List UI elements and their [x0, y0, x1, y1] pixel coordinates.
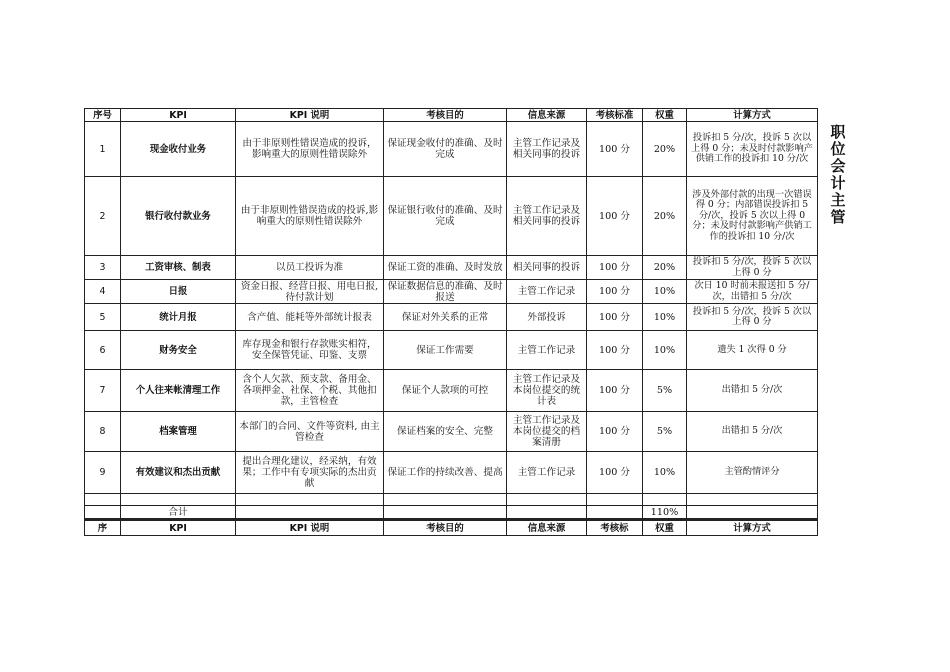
cell-source: 外部投诉: [507, 304, 587, 331]
cell-calc: 出错扣 5 分/次: [687, 370, 818, 412]
cell-calc: 主管酌情评分: [687, 452, 818, 494]
footer-header-calc: 计算方式: [687, 520, 818, 536]
cell-weight: 10%: [643, 304, 687, 331]
footer-header-kpi: KPI: [121, 520, 236, 536]
cell-purpose: 保证工作的持续改善、提高: [384, 452, 507, 494]
cell-purpose: 保证工资的准确、及时发放: [384, 256, 507, 280]
footer-header-standard: 考核标: [587, 520, 643, 536]
cell-kpi: 现金收付业务: [121, 122, 236, 177]
cell-no: 7: [85, 370, 121, 412]
cell-desc: 含个人欠款、预支款、备用金、各项押金、社保、个税、其他扣款，主管检查: [236, 370, 384, 412]
cell-source: 主管工作记录及本岗位提交的档案清册: [507, 412, 587, 452]
cell-purpose: 保证工作需要: [384, 331, 507, 370]
blank-cell: [236, 506, 384, 520]
cell-kpi: 个人往来帐清理工作: [121, 370, 236, 412]
cell-source: 主管工作记录: [507, 331, 587, 370]
total-label: 合计: [121, 506, 236, 520]
cell-calc: 投诉扣 5 分/次，投诉 5 次以上得 0 分: [687, 304, 818, 331]
cell-no: 3: [85, 256, 121, 280]
cell-source: 主管工作记录及相关同事的投诉: [507, 177, 587, 256]
cell-purpose: 保证数据信息的准确、及时报送: [384, 280, 507, 304]
cell-source: 主管工作记录及本岗位提交的统计表: [507, 370, 587, 412]
cell-standard: 100 分: [587, 304, 643, 331]
total-weight: 110%: [643, 506, 687, 520]
cell-desc: 提出合理化建议，经采纳，有效果；工作中有专项实际的杰出贡献: [236, 452, 384, 494]
header-source: 信息来源: [507, 109, 587, 122]
blank-cell: [507, 506, 587, 520]
blank-cell: [507, 494, 587, 506]
cell-calc: 投诉扣 5 分/次，投诉 5 次以上得 0 分；未及时付款影响产供销工作的投诉扣 10 分/次: [687, 122, 818, 177]
header-calc: 计算方式: [687, 109, 818, 122]
cell-purpose: 保证现金收付的准确、及时完成: [384, 122, 507, 177]
cell-desc: 由于非原则性错误造成的投诉,影响重大的原则性错误除外: [236, 177, 384, 256]
cell-standard: 100 分: [587, 452, 643, 494]
kpi-table: [84, 108, 818, 536]
cell-weight: 10%: [643, 331, 687, 370]
cell-desc: 含产值、能耗等外部统计报表: [236, 304, 384, 331]
footer-header-source: 信息来源: [507, 520, 587, 536]
header-purpose: 考核目的: [384, 109, 507, 122]
table-row: [85, 256, 818, 280]
cell-purpose: 保证档案的安全、完整: [384, 412, 507, 452]
cell-kpi: 财务安全: [121, 331, 236, 370]
cell-desc: 本部门的合同、文件等资料, 由主管检查: [236, 412, 384, 452]
blank-cell: [643, 494, 687, 506]
cell-kpi: 档案管理: [121, 412, 236, 452]
cell-source: 主管工作记录: [507, 452, 587, 494]
blank-cell: [687, 494, 818, 506]
cell-no: 8: [85, 412, 121, 452]
header-kpi: KPI: [121, 109, 236, 122]
table-row: [85, 280, 818, 304]
cell-kpi: 银行收付款业务: [121, 177, 236, 256]
cell-calc: 次日 10 时前未报送扣 5 分/次，出错扣 5 分/次: [687, 280, 818, 304]
cell-no: 9: [85, 452, 121, 494]
cell-kpi: 有效建议和杰出贡献: [121, 452, 236, 494]
cell-weight: 5%: [643, 370, 687, 412]
cell-no: 6: [85, 331, 121, 370]
cell-desc: 资金日报、经营日报、用电日报,待付款计划: [236, 280, 384, 304]
cell-kpi: 日报: [121, 280, 236, 304]
blank-cell: [85, 506, 121, 520]
cell-no: 1: [85, 122, 121, 177]
cell-standard: 100 分: [587, 280, 643, 304]
footer-header-weight: 权重: [643, 520, 687, 536]
table-row: [85, 304, 818, 331]
cell-weight: 20%: [643, 256, 687, 280]
cell-desc: 以员工投诉为准: [236, 256, 384, 280]
blank-cell: [384, 494, 507, 506]
table-row: [85, 177, 818, 256]
cell-kpi: 统计月报: [121, 304, 236, 331]
cell-weight: 5%: [643, 412, 687, 452]
table-row: [85, 331, 818, 370]
cell-kpi: 工资审核、制表: [121, 256, 236, 280]
cell-desc: 由于非原则性错误造成的投诉，影响重大的原则性错误除外: [236, 122, 384, 177]
footer-header-row: [85, 520, 818, 536]
footer-header-no: 序: [85, 520, 121, 536]
cell-purpose: 保证个人款项的可控: [384, 370, 507, 412]
table-row: [85, 122, 818, 177]
blank-cell: [587, 506, 643, 520]
cell-weight: 10%: [643, 452, 687, 494]
cell-desc: 库存现金和银行存款账实相符，安全保管凭证、印鉴、支票: [236, 331, 384, 370]
table-row: [85, 412, 818, 452]
footer-header-desc: KPI 说明: [236, 520, 384, 536]
header-standard: 考核标准: [587, 109, 643, 122]
blank-cell: [687, 506, 818, 520]
cell-calc: 投诉扣 5 分/次，投诉 5 次以上得 0 分: [687, 256, 818, 280]
header-row: [85, 109, 818, 122]
header-no: 序号: [85, 109, 121, 122]
cell-standard: 100 分: [587, 331, 643, 370]
blank-cell: [587, 494, 643, 506]
header-weight: 权重: [643, 109, 687, 122]
cell-standard: 100 分: [587, 177, 643, 256]
table-row: [85, 370, 818, 412]
blank-cell: [121, 494, 236, 506]
cell-source: 主管工作记录及相关同事的投诉: [507, 122, 587, 177]
cell-standard: 100 分: [587, 370, 643, 412]
cell-weight: 20%: [643, 177, 687, 256]
blank-cell: [85, 494, 121, 506]
cell-standard: 100 分: [587, 256, 643, 280]
cell-standard: 100 分: [587, 412, 643, 452]
cell-standard: 100 分: [587, 122, 643, 177]
blank-cell: [236, 494, 384, 506]
blank-cell: [384, 506, 507, 520]
cell-source: 主管工作记录: [507, 280, 587, 304]
job-title: 职位会计主管: [830, 123, 846, 226]
blank-row: [85, 494, 818, 506]
cell-weight: 20%: [643, 122, 687, 177]
cell-source: 相关同事的投诉: [507, 256, 587, 280]
table-row: [85, 452, 818, 494]
cell-purpose: 保证银行收付的准确、及时完成: [384, 177, 507, 256]
header-desc: KPI 说明: [236, 109, 384, 122]
cell-no: 4: [85, 280, 121, 304]
cell-purpose: 保证对外关系的正常: [384, 304, 507, 331]
total-row: [85, 506, 818, 520]
cell-calc: 遗失 1 次得 0 分: [687, 331, 818, 370]
footer-header-purpose: 考核目的: [384, 520, 507, 536]
cell-calc: 涉及外部付款的出现一次错误得 0 分；内部错误投诉扣 5 分/次，投诉 5 次以上得 0 分；未及时付款影响产供销工作的投诉扣 10 分/次: [687, 177, 818, 256]
cell-weight: 10%: [643, 280, 687, 304]
cell-no: 2: [85, 177, 121, 256]
cell-no: 5: [85, 304, 121, 331]
cell-calc: 出错扣 5 分/次: [687, 412, 818, 452]
